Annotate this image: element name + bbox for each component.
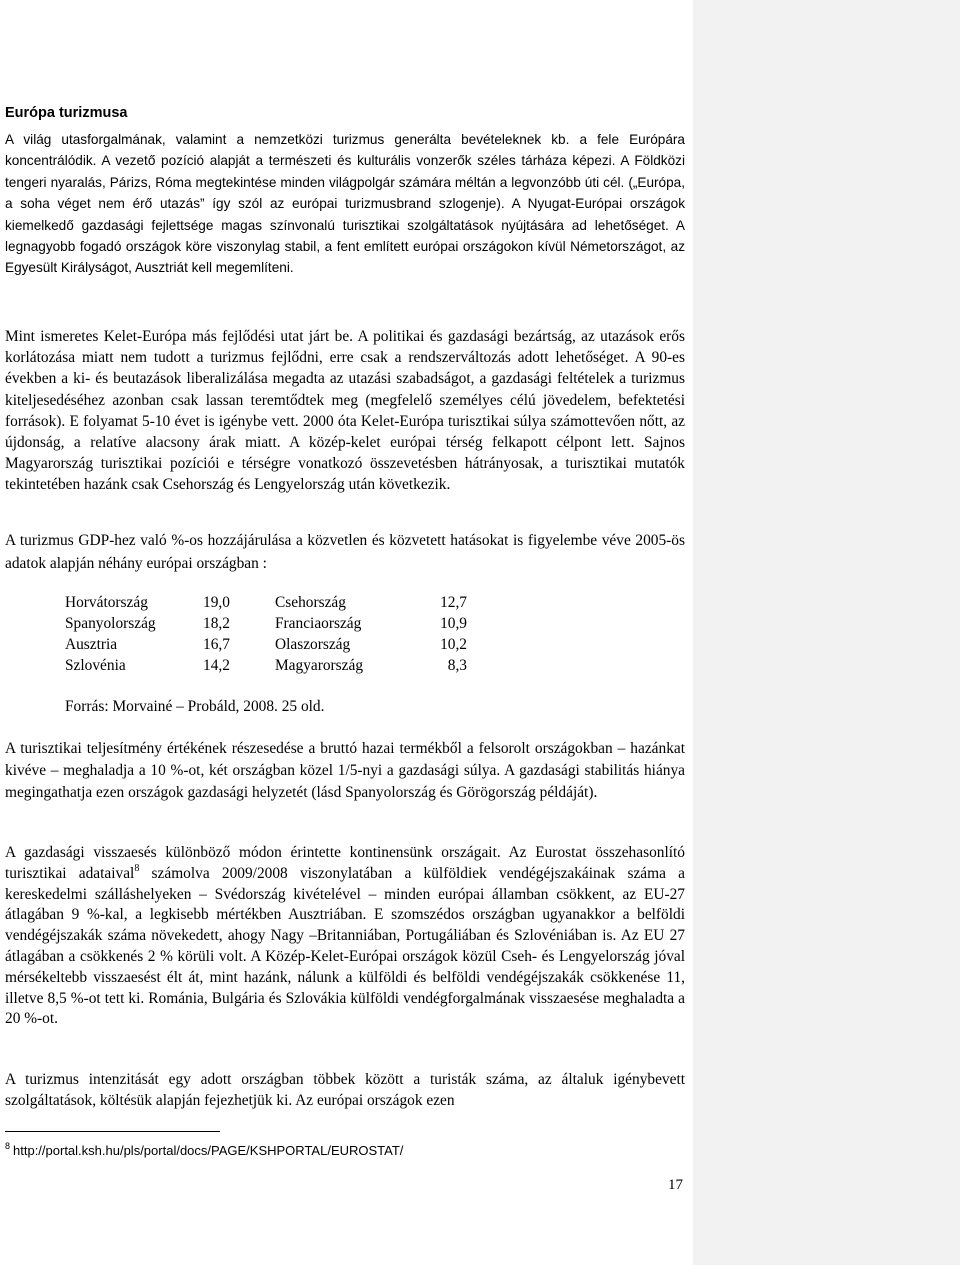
table-row (65, 655, 467, 676)
country-name: Ausztria (65, 636, 118, 653)
country-name: Magyarország (275, 657, 364, 674)
table-row (65, 634, 467, 655)
page-number: 17 (668, 1177, 683, 1193)
gdp-value: 19,0 (203, 594, 230, 611)
paragraph-europe-tourism: A világ utasforgalmának, valamint a nemzetközi turizmus generálta bevételeknek kb. a fele Európára koncentrálódik. A vezető pozíció alapját a természeti és kulturális vonzerők széles tárháza képezi. A Földközi tengeri nyaralás, Párizs, Róma megtekintése minden világpolgár számára méltán a legvonzóbb úti cél. („Európa, a soha véget nem érő utazás” így szól az európai turizmusbrand szlogenje). A Nyugat-Európai országok kiemelkedő gazdasági fejlettsége magas színvonalú turisztikai szolgáltatások nyújtására ad lehetőséget. A legnagyobb fogadó országok köre viszonylag stabil, a fent említett európai országokon kívül Németországot, az Egyesült Királyságot, Ausztriát kell megemlíteni. (5, 132, 685, 276)
country-name: Franciaország (275, 615, 362, 632)
gdp-share-table (65, 592, 467, 676)
country-name: Csehország (275, 594, 346, 611)
footnote (5, 1137, 403, 1160)
footnote-reference: 8 (134, 862, 140, 874)
country-name: Olaszország (275, 636, 351, 653)
gdp-value: 16,7 (203, 636, 230, 653)
paragraph-gdp-analysis: A turisztikai teljesítmény értékének részesedése a bruttó hazai termékből a felsorolt országokban – hazánkat kivéve – meghaladja a 10 %-ot, két országban közel 1/5-nyi a gazdasági súlya. A gazdasági stabilitás hiánya megingathatja ezen országok gazdasági helyzetét (lásd Spanyolország és Görögország példáját). (5, 740, 685, 802)
gdp-value: 14,2 (203, 657, 230, 674)
gdp-value: 10,9 (440, 615, 467, 632)
footnote-link[interactable]: http://portal.ksh.hu/pls/portal/docs/PAGE/KSHPORTAL/EUROSTAT/ (13, 1143, 404, 1158)
table-row (65, 592, 467, 613)
paragraph-recession (5, 843, 685, 1030)
paragraph-gdp-intro: A turizmus GDP-hez való %-os hozzájárulása a közvetlen és közvetett hatásokat is figyelembe véve 2005-ös adatok alapján néhány európai országban : (5, 532, 685, 572)
country-name: Szlovénia (65, 657, 126, 674)
footnote-separator (5, 1131, 220, 1132)
paragraph-eastern-europe: Mint ismeretes Kelet-Európa más fejlődési utat járt be. A politikai és gazdasági bezártság, az utazások erős korlátozása miatt nem tudott a turizmus fejlődni, erre csak a rendszerváltozás adott lehetőséget. A 90-es években a ki- és beutazások liberalizálása megadta az utazási szabadságot, a gazdasági feltételek a turizmus kiteljesedéséhez azonban csak lassan teremtődtek meg (megfelelő személyes célú jövedelem, befektetési források). E folyamat 5-10 évet is igénybe vett. 2000 óta Kelet-Európa turisztikai súlya számottevően nőtt, az újdonság, a relatíve alacsony árak miatt. A közép-kelet európai térség felkapott célpont lett. Sajnos Magyarország turisztikai pozíciói e térségre vonatkozó összevetésben hátrányosak, a turisztikai mutatók tekintetében hazánk csak Csehország és Lengyelország után következik. (5, 328, 685, 494)
gdp-value: 12,7 (440, 594, 467, 611)
gdp-value: 10,2 (440, 636, 467, 653)
footnote-marker: 8 (5, 1141, 11, 1151)
paragraph-text: A gazdasági visszaesés különböző módon érintette kontinensünk országait. Az Eurostat összehasonlító turisztikai adataival (5, 844, 685, 882)
section-heading: Európa turizmusa (5, 105, 128, 121)
country-name: Spanyolország (65, 615, 156, 632)
gdp-value: 18,2 (203, 615, 230, 632)
paragraph-intensity: A turizmus intenzitását egy adott országban többek között a turisták száma, az általuk igénybevett szolgáltatások, költésük alapján fejezhetjük ki. Az európai országok ezen (5, 1071, 685, 1110)
country-name: Horvátország (65, 594, 148, 611)
comment-margin-pane (693, 0, 960, 1265)
document-page (5, 0, 685, 1265)
table-row (65, 613, 467, 634)
gdp-value: 8,3 (447, 657, 467, 674)
paragraph-text: számolva 2009/2008 viszonylatában a külföldiek vendégéjszakáinak száma a kereskedelmi szálláshelyeken – Svédország kivételével – minden európai államban csökkent, az EU-27 átlagában 9 %-kal, a legkisebb mértékben Ausztriában. E szomszédos országban ugyanakkor a belföldi vendégéjszakák száma növekedett, ahogy Nagy –Britanniában, Portugáliában és Szlovéniában is. Az EU 27 átlagában a csökkenés 2 % körüli volt. A Közép-Kelet-Európai országok közül Cseh- és Lengyelország jóval mérsékeltebb visszaesést élt át, mint hazánk, nálunk a külföldi és belföldi vendégéjszakák csökkenése 11, illetve 8,5 %-ot tett ki. Románia, Bulgária és Szlovákia külföldi vendégforgalmának visszaesése meghaladta a 20 %-ot. (5, 864, 685, 1028)
table-source: Forrás: Morvainé – Probáld, 2008. 25 old. (65, 698, 325, 715)
